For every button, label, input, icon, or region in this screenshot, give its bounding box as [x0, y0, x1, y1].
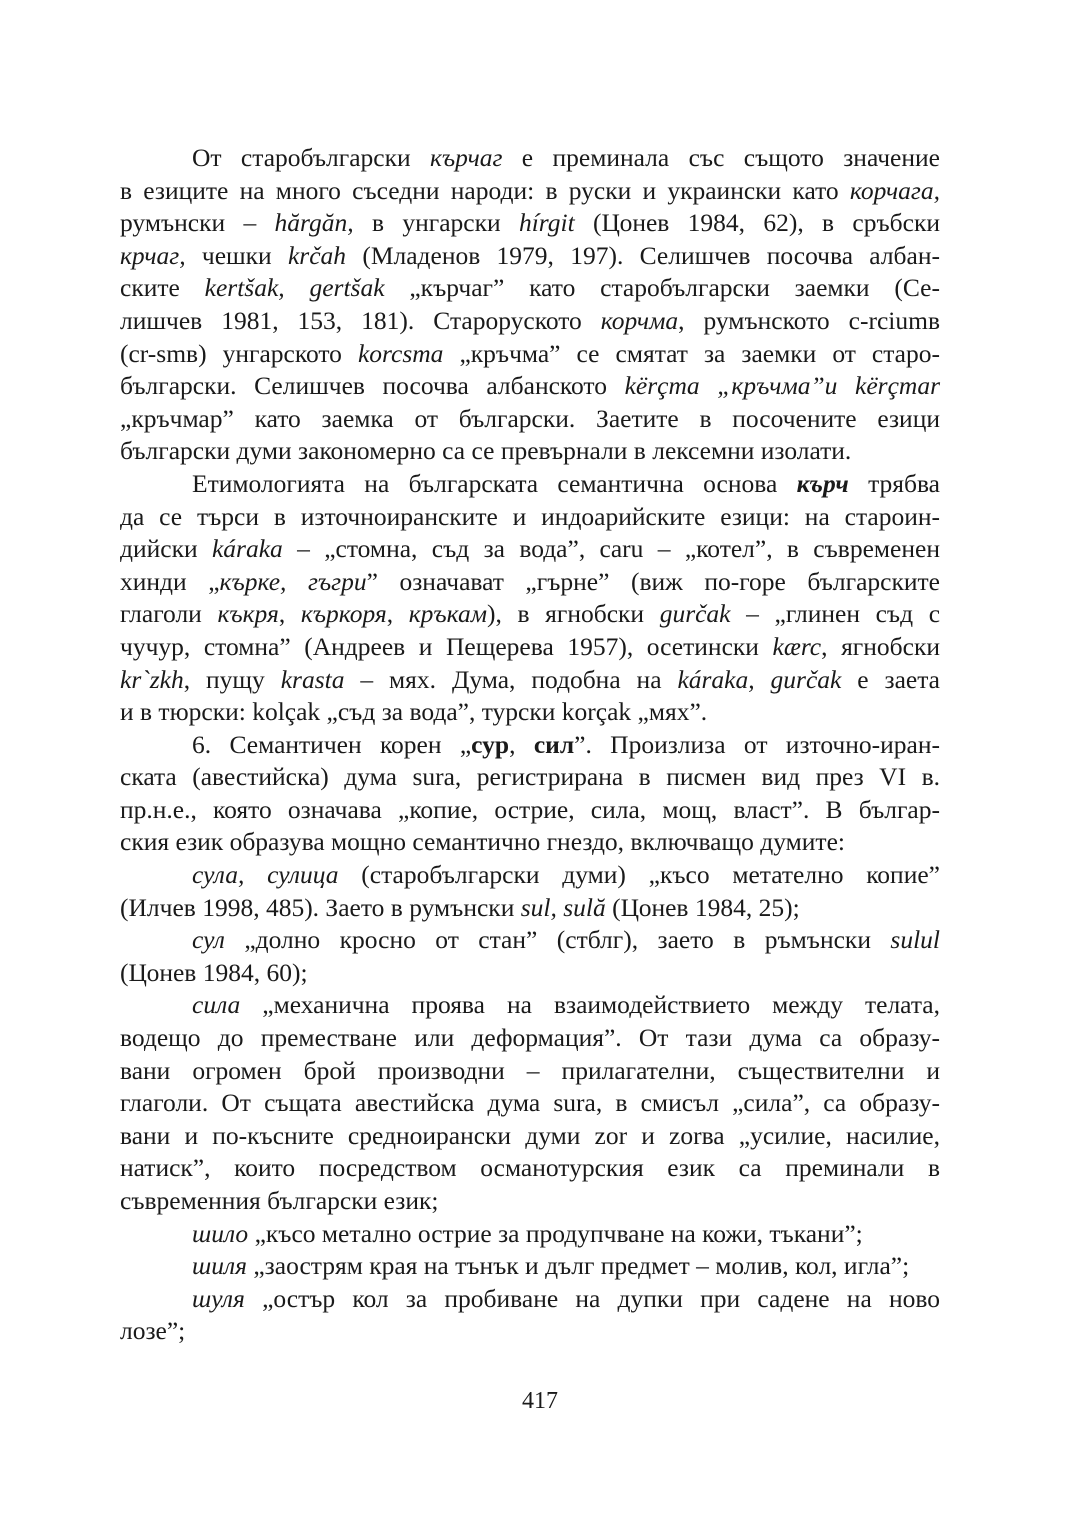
text-run: сула, сулица [192, 860, 339, 890]
text-run: къркоря [300, 599, 387, 629]
text-run: сул [192, 925, 225, 955]
text-line [120, 240, 940, 273]
text-run: hărgăn, [274, 208, 354, 238]
text-line [120, 403, 940, 436]
text-run: натиск”, които посредством османотурския език са преминали в [120, 1153, 940, 1183]
text-run: (Цонев 1984, 25); [605, 892, 800, 922]
text-run: чучур, стомна” (Андреев и Пещерева 1957), осетински [120, 631, 773, 661]
text-run: 6. Семантичен корен „ [192, 729, 472, 759]
text-run: кърке, гъгри [219, 566, 367, 596]
text-line [120, 566, 940, 599]
text-run: ), в ягнобски [486, 599, 660, 629]
text-run: трябва [848, 468, 940, 498]
text-run: hírgit [518, 208, 575, 238]
text-line [120, 631, 940, 664]
text-line [120, 1120, 940, 1153]
text-line [120, 664, 940, 697]
text-run: вани огромен брой производни – прилагателни, съществителни и [120, 1055, 940, 1085]
text-run: е преминала със същото значение [502, 143, 940, 172]
text-run: шило [192, 1218, 249, 1248]
text-line [120, 1152, 940, 1185]
text-line [120, 729, 940, 762]
text-line [120, 794, 940, 827]
text-run: – мях. Дума, подобна на [344, 664, 678, 694]
text-line [120, 435, 940, 468]
text-run: – „стомна, съд за вода”, caru – „котел”, в съвременен [282, 534, 940, 564]
text-line [120, 1250, 940, 1283]
text-run: – „глинен съд с [730, 599, 941, 629]
text-run: кърч [796, 468, 849, 498]
text-run: „долно кросно от стан” (стблг), заето в ръмънски [224, 925, 891, 955]
text-run: Етимологията на българската семантична основа [192, 468, 797, 498]
text-run: крчаг, [120, 240, 186, 270]
text-run: в езиците на много съседни народи: в руски и украински като [120, 175, 850, 205]
text-line [120, 598, 940, 631]
text-line [120, 957, 940, 990]
text-run: , [386, 599, 409, 629]
text-run: , пущу [183, 664, 281, 694]
text-run: (Младенов 1979, 197). Селишчев посочва албан- [346, 240, 940, 270]
text-run: лозе”; [120, 1316, 186, 1346]
text-run: ския език образува мощно семантично гнездо, включващо думите: [120, 827, 845, 857]
text-run: sulul [890, 925, 940, 955]
text-line [120, 924, 940, 957]
text-run: и в тюрски: kolçak „съд за вода”, турски korçak „мях”. [120, 697, 708, 727]
text-run: ”. Произлиза от източно-иран- [574, 729, 940, 759]
text-run: дийски [120, 534, 212, 564]
text-line [120, 696, 940, 729]
text-line [120, 859, 940, 892]
text-run [797, 469, 849, 498]
document-body [120, 142, 940, 1348]
text-run: kærc [772, 631, 822, 661]
text-run: (cr-smв) унгарското [120, 338, 358, 368]
text-run: От старобългарски [192, 143, 430, 172]
text-run: krasta [280, 664, 345, 694]
text-run: хинди „ [120, 566, 220, 596]
text-run: корчма [600, 305, 679, 335]
text-run: сил [533, 729, 575, 759]
text-line [120, 1022, 940, 1055]
page-number: 417 [522, 1388, 558, 1414]
text-run: ските [120, 273, 205, 303]
text-run: кръкам [408, 599, 487, 629]
text-run: kr`zkh [120, 664, 184, 694]
text-run: ” означават „гърне” (виж по-горе българските [366, 566, 940, 596]
text-run: (старобългарски думи) „късо метателно копие” [338, 860, 940, 890]
text-run: kertšak, gertšak [204, 273, 385, 303]
text-run: gurčak [659, 599, 731, 629]
text-line [120, 468, 940, 501]
text-run: krčah [287, 240, 347, 270]
text-run: (Цонев 1984, 62), в сръбски [574, 208, 940, 238]
text-run: „късо метално острие за продупчване на кожи, тъкани”; [248, 1218, 863, 1248]
text-line [120, 142, 940, 175]
text-run: български думи закономерно са се превърнали в лексемни изолати. [120, 436, 852, 466]
text-line [120, 826, 940, 859]
text-run: „кърчаг” като старобългарски заемки (Се- [384, 273, 940, 303]
text-line [120, 175, 940, 208]
text-line [120, 533, 940, 566]
text-run: пр.н.е., която означава „копие, острие, сила, мощ, власт”. В българ- [120, 794, 940, 824]
text-run: кърчаг [430, 143, 503, 172]
text-run: „механична проява на взаимодействието между телата, [240, 990, 940, 1020]
text-run: kërçma „кръчма”и kërçmar [624, 371, 940, 401]
text-run: sul, sulă [520, 892, 606, 922]
text-run: „кръчмар” като заемка от български. Заетите в посочените езици [120, 403, 940, 433]
text-line [120, 1283, 940, 1316]
text-run: къкря [217, 599, 279, 629]
text-run: káraka [211, 534, 283, 564]
text-run: глаголи [120, 599, 218, 629]
text-run: , [509, 729, 534, 759]
text-run: (Илчев 1998, 485). Заето в румънски [120, 892, 521, 922]
text-run: „заострям края на тънък и дълг предмет – молив, кол, игла”; [246, 1251, 910, 1281]
text-line [120, 892, 940, 925]
text-run: шиля [192, 1251, 247, 1281]
text-run: шуля [192, 1283, 245, 1313]
text-run: ската (авестийска) дума sura, регистрирана в писмен вид през VI в. [120, 762, 940, 792]
text-run: , румънското c-rciumв [678, 305, 940, 335]
text-line [120, 761, 940, 794]
text-run: в унгарски [353, 208, 519, 238]
text-run: български. Селишчев посочва албанското [120, 371, 625, 401]
text-run: румънски – [120, 208, 275, 238]
text-line [120, 305, 940, 338]
text-run: , [278, 599, 301, 629]
text-line [120, 1087, 940, 1120]
text-run: korcsma [357, 338, 444, 368]
text-run: „остър кол за пробиване на дупки при садене на ново [244, 1283, 940, 1313]
text-run: лишчев 1981, 153, 181). Староруското [120, 305, 601, 335]
text-line [120, 1185, 940, 1218]
text-run: глаголи. От същата авестийска дума sura, в смисъл „сила”, са образу- [120, 1088, 940, 1118]
text-run: сила [192, 990, 241, 1020]
text-run: е заета [841, 664, 940, 694]
text-run: съвременния български език; [120, 1186, 439, 1215]
text-run: „кръчма” се смятат за заемки от старо- [443, 338, 940, 368]
text-line [120, 1315, 940, 1348]
text-run: , ягнобски [821, 631, 940, 661]
text-run: корчага, [849, 175, 940, 205]
text-run: вани и по-късните средноирански думи zor и zorва „усилие, насилие, [120, 1120, 940, 1150]
text-line [120, 207, 940, 240]
text-line [120, 1055, 940, 1088]
text-line [120, 272, 940, 305]
text-line [120, 370, 940, 403]
text-run: (Цонев 1984, 60); [120, 957, 308, 987]
text-line [120, 338, 940, 371]
text-run: да се търси в източноиранските и индоарийските езици: на староин- [120, 501, 940, 531]
text-run: чешки [185, 240, 288, 270]
text-run: káraka, gurčak [677, 664, 842, 694]
text-run: водещо до преместване или деформация”. От тази дума са образу- [120, 1023, 940, 1053]
text-run: сур [471, 729, 510, 759]
text-line [120, 989, 940, 1022]
main-text [120, 142, 940, 1348]
text-line [120, 501, 940, 534]
text-line [120, 1218, 940, 1251]
